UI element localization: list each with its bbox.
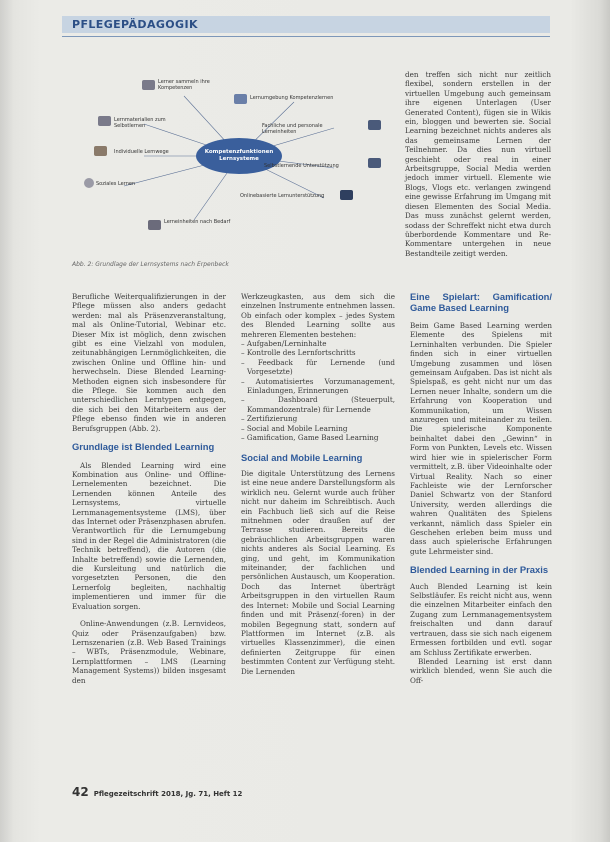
section-header: PFLEGEPÄDAGOGIK xyxy=(72,18,198,31)
diagram-node: Lernumgebung Kompetenzlernen xyxy=(250,95,334,101)
header-rule xyxy=(62,36,550,37)
diagram-node: Lernmaterialien zum Selbstlernen xyxy=(114,117,166,129)
journal-reference: Pflegezeitschrift 2018, Jg. 71, Heft 12 xyxy=(93,790,243,798)
paragraph: Als Blended Learning wird eine Kombination aus Online- und Offline-Lernelementen bezeichnet. Die Lernenden können Anteile des Lernsystems, virtuelle Lernmanagementsysteme (LMS), über das Internet oder Präsenzphasen abrufen. Verantwortlich für die Lernumgebung sind in der Regel die Administratoren (die Technik betreffend), die Autoren (die Inhalte betreffend) sowie die Lernenden, die Kursleitung und natürlich die vorgesetzten Personen, die den Lernerfolg begleiten, nachhaltig implementieren und immer für die Evaluation sorgen. xyxy=(72,460,226,611)
list-item: – Social and Mobile Learning xyxy=(241,423,348,433)
laptop-icon xyxy=(98,116,111,126)
diagram-node: Individuelle Lernwege xyxy=(114,149,169,155)
list-item: – Zertifizierung xyxy=(241,414,298,424)
paragraph: Auch Blended Learning ist kein Selbstläufer. Es reicht nicht aus, wenn die einzelnen Mitarbeiter einfach den Zugang zum Lernmanagementsystem freischalten und dann darauf vertrauen, dass sie sich nach eigenem Ermessen fortbilden und evtl. sogar am Schluss Zertifikate erwerben. xyxy=(410,581,552,657)
lightbulb-icon xyxy=(84,178,94,188)
video-icon xyxy=(234,94,247,104)
paragraph: den treffen sich nicht nur zeitlich flexibel, sondern erstellen in der virtuellen Umgebung auch gemeinsam ihre eigenen Unterlagen (User Generated Content), fügen sie in Wikis ein, bloggen und bewerten sie. Social Learning bezeichnet nichts anderes als das gemeinsame Lernen der Teilnehmer. Da dies nun virtuell geschieht oder real in einer Arbeitsgruppe, Social Media werden jedoch immer virtuell. Elemente wie Blogs, Vlogs etc. verlangen zwingend eine gewisse Erfahrung im Umgang mit diesen Elementen des Social Media. Das muss zunächst gelernt werden, sodass der Schreffekt nicht etwa durch überbordende Kommentare und Re-Kommentare untergehen in neue Bestandteile zeitigt werden. xyxy=(405,70,551,258)
paragraph: Werkzeugkasten, aus dem sich die einzelnen Instrumente entnehmen lassen. Ob einfach oder komplex – jedes System des Blended Learning sollte aus mehreren Elementen bestehen: xyxy=(241,292,395,339)
tablet-icon xyxy=(368,158,381,168)
page-number: 42 xyxy=(72,785,89,799)
column-1 xyxy=(72,292,226,685)
element-list xyxy=(241,339,395,442)
list-item: – Gamification, Game Based Learning xyxy=(241,433,379,443)
page-footer xyxy=(72,785,242,799)
list-item: – Dashboard (Steuerpult, Kommandozentrale) für Lernende xyxy=(241,395,395,414)
diagram-node: Onlinebasierte Lernunterstützung xyxy=(240,193,325,199)
paragraph: Beim Game Based Learning werden Elemente des Spielens mit Lerninhalten verbunden. Die Spieler finden sich in einer virtuellen Umgebung zusammen und lösen gemeinsam Aufgaben. Das ist nicht als Spielspaß, es geht nicht nur um das Lernen neuer Inhalte, sondern um die Erfahrung von Kooperation und Kommunikation, um Wissen anzuregen und miteinander zu teilen. Die spielerische Komponente beinhaltet dabei den „Gewinn“ in Form von Punkten, Levels etc. Wissen wird hier wie in spielerischer Form vermittelt, z.B. über Videoinhalte oder Virtual Reality. Nach so einer Fachleiste wie der Lernforscher Daniel Schwartz von der Stanford University, werden allerdings die wahren Qualitäten des Spielens verkannt, nämlich dass Spieler ein Geschehen erleben beim muss und dass auch spielerische Erfahrungen gute Lehrmeister sind. xyxy=(410,321,552,556)
diagram-node: Fachliche und personale Lerneinheiten xyxy=(262,123,323,135)
list-item: – Kontrolle des Lernfortschritts xyxy=(241,348,356,358)
subheading: Eine Spielart: Gamification/ Game Based Learning xyxy=(410,291,552,313)
column-3 xyxy=(410,292,552,685)
calendar-icon xyxy=(148,220,161,230)
gamepad-icon xyxy=(340,190,353,200)
paragraph: Berufliche Weiterqualifizierungen in der Pflege müssen also anders gedacht werden: mal als Präsenzveranstaltung, mal als Online-Tutorial, Webinar etc. Dieser Mix ist möglich, denn zwischen gibt es eine Vielzahl von modulen, zeitunabhängigen Lernmöglichkeiten, die zwischen Online und Offline hin- und herwechseln. Diese Blended Learning-Methoden eignen sich insbesondere für die Pflege. Sie kommen auch den unterschiedlichen Lerntypen entgegen, die sich bei den Mitarbeitern aus der Pflege ebenso finden wie in anderen Berufsgruppen (Abb. 2). xyxy=(72,292,226,433)
diagram-node: Lerneinheiten nach Bedarf xyxy=(164,219,231,225)
paragraph: Die digitale Unterstützung des Lernens ist eine neue andere Darstellungsform als wirklich neu. Gelernt wurde auch früher nicht nur daheim im Schreibtisch. Auch ein Fachbuch ließ sich auf die Reise mitnehmen oder draußen auf der Terrasse studieren. Bereits die gebräuchlichen Arbeitsgruppen waren nichts anderes als Social Learning. Es ging, und geht, im Kommunikation miteinander, der fachlichen und persönlichen Austausch, um Kooperation. Doch das Internet überträgt Arbeitsgruppen in den virtuellen Raum des Internet: Mobile und Social Learning finden und mit Präsenz(-foren) in der mobilen Begegnung statt, sondern auf Plattformen im Internet (z.B. als virtuelles Klassenzimmer), die einen definierten Zeitgruppe für einen bestimmten Content zur Verfügung steht. Die Lernenden xyxy=(241,469,395,676)
figure-diagram xyxy=(84,70,392,252)
subheading: Grundlage ist Blended Learning xyxy=(72,441,215,453)
diagram-center-node: Kompetenzfunktionen Lernsysteme xyxy=(196,138,282,174)
figure-caption: Abb. 2: Grundlage der Lernsystems nach Erpenbeck xyxy=(72,261,229,268)
list-item: – Feedback für Lernende (und Vorgesetzte) xyxy=(241,357,395,377)
diagram-node: Selbstlernende Unterstützung xyxy=(264,163,339,169)
subheading: Blended Learning in der Praxis xyxy=(410,564,549,576)
diagram-node: Soziales Lernen xyxy=(96,181,136,187)
column-3-top xyxy=(405,70,551,258)
list-item: – Automatisiertes Vorzumanagement, Einladungen, Erinnerungen xyxy=(241,376,395,396)
list-item: – Aufgaben/Lerninhalte xyxy=(241,339,327,349)
paragraph: Blended Learning ist erst dann wirklich blended, wenn Sie auch die Off- xyxy=(410,656,552,685)
paragraph: Online-Anwendungen (z.B. Lernvideos, Quiz oder Präsenzaufgaben) bzw. Lernszenarien (z.B. Web Based Trainings – WBTs, Präsenzmodule, Webinare, Lernplattformen – LMS (Learning Management Systems)) bilden insgesamt den xyxy=(72,619,226,685)
computer-icon xyxy=(142,80,155,90)
subheading: Social and Mobile Learning xyxy=(241,451,363,463)
diagram-node: Lerner sammeln ihre Kompetenzen xyxy=(158,79,210,91)
phone-icon xyxy=(368,120,381,130)
column-2 xyxy=(241,292,395,676)
group-icon xyxy=(94,146,107,156)
